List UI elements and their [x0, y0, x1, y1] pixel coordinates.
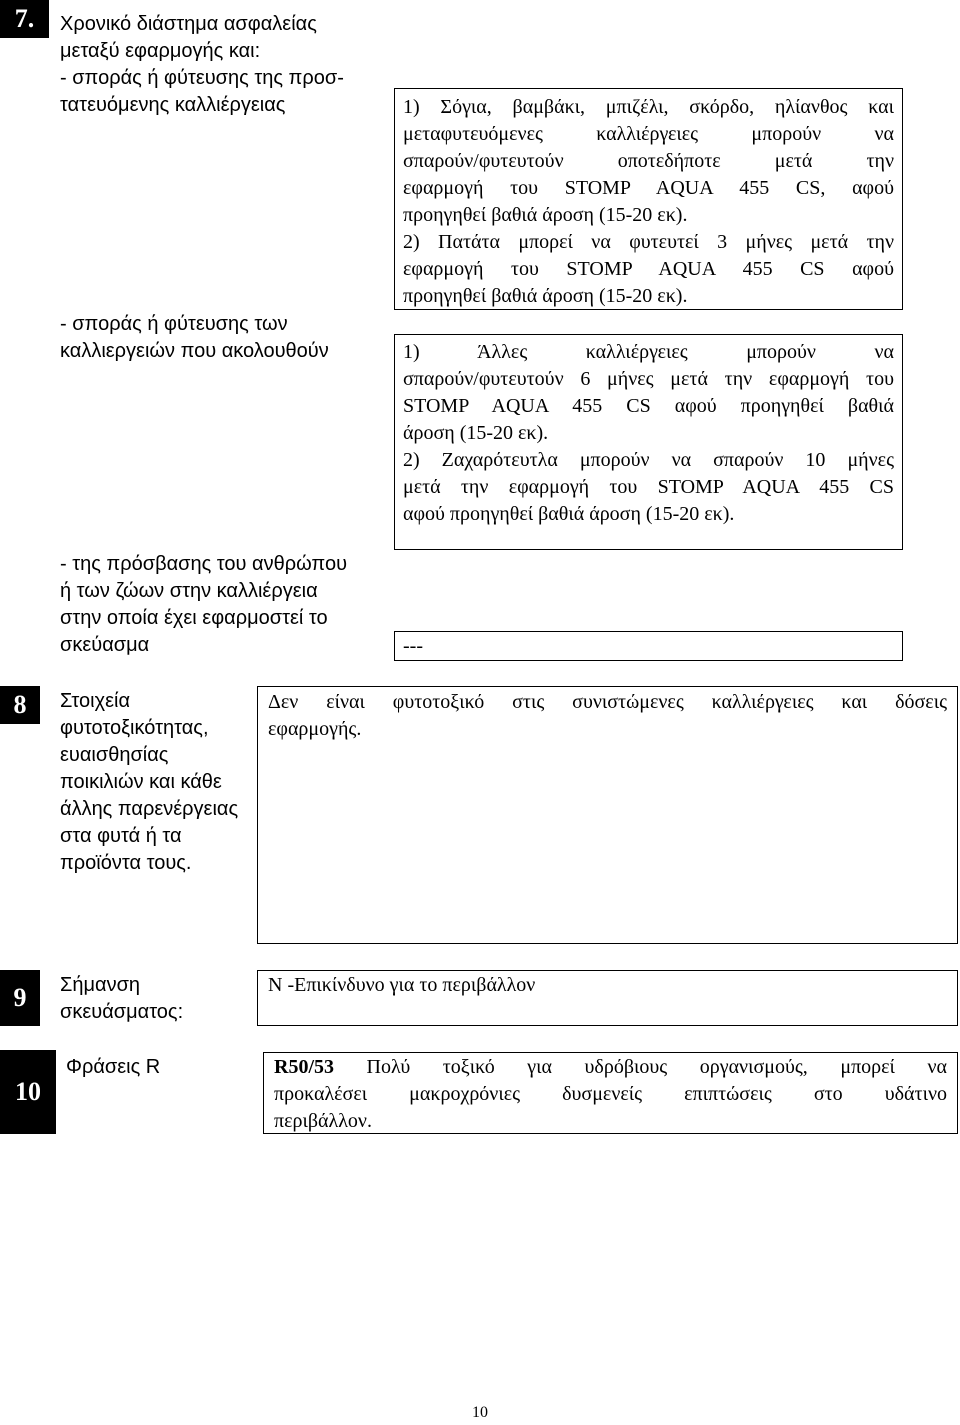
section-8-label — [60, 688, 255, 877]
label-line: Σήμανση — [60, 974, 141, 996]
box-line: 1) Άλλες καλλιέργειες μπορούν να — [403, 341, 894, 363]
box-line: προκαλέσει μακροχρόνιες δυσμενείς επιπτώσεις στο υδάτινο — [274, 1083, 947, 1105]
section-7-title — [60, 11, 390, 119]
box-line: 2) Πατάτα μπορεί να φυτευτεί 3 μήνες μετά την — [403, 231, 894, 253]
box-line: μεταφυτευόμενες καλλιέργειες μπορούν να — [403, 123, 894, 145]
section-7-access-label — [60, 551, 390, 659]
box-line: μετά την εφαρμογή του STOMP AQUA 455 CS — [403, 476, 894, 498]
box-labelling — [257, 970, 958, 1026]
label-line: ποικιλιών και κάθε — [60, 771, 222, 793]
label-line: σκεύασμα — [60, 634, 150, 656]
box-line — [274, 1054, 947, 1081]
box-line: αφού προηγηθεί βαθιά άροση (15-20 εκ). — [403, 503, 735, 525]
label-line: ευαισθησίας — [60, 744, 169, 766]
box-line: 2) Ζαχαρότευτλα μπορούν να σπαρούν 10 μήνες — [403, 449, 894, 471]
label-line: άλλης παρενέργειας — [60, 798, 239, 820]
box-line: εφαρμογή του STOMP AQUA 455 CS, αφού — [403, 177, 894, 199]
label-line: φυτοτοξικότητας, — [60, 717, 209, 739]
section-7-number: 7. — [0, 0, 49, 38]
section-8-number: 8 — [0, 686, 40, 724]
box-line: σπαρούν/φυτευτούν οποτεδήποτε μετά την — [403, 150, 894, 172]
box-line: 1) Σόγια, βαμβάκι, μπιζέλι, σκόρδο, ηλίανθος και — [403, 96, 894, 118]
box-phytotoxicity — [257, 686, 958, 944]
box-line: N -Επικίνδυνο για το περιβάλλον — [268, 974, 536, 996]
risk-phrase-code: R50/53 — [274, 1056, 334, 1078]
box-line: προηγηθεί βαθιά άροση (15-20 εκ). — [403, 204, 688, 226]
box-line: εφαρμογής. — [268, 718, 362, 740]
box-line: περιβάλλον. — [274, 1110, 372, 1132]
label-line: σκευάσματος: — [60, 1001, 184, 1023]
title-line: μεταξύ εφαρμογής και: — [60, 40, 261, 62]
box-line: προηγηθεί βαθιά άροση (15-20 εκ). — [403, 285, 688, 307]
label-line: προϊόντα τους. — [60, 852, 192, 874]
label-line: Στοιχεία — [60, 690, 131, 712]
section-10-number: 10 — [0, 1050, 56, 1134]
title-line: - σποράς ή φύτευσης της προσ- — [60, 67, 344, 89]
risk-phrase-text: Πολύ τοξικό για υδρόβιους οργανισμούς, μπορεί να — [366, 1056, 948, 1078]
label-line: ή των ζώων στην καλλιέργεια — [60, 580, 318, 602]
section-7-following-crops-label — [60, 311, 390, 365]
box-following-crops — [394, 334, 903, 550]
label-line: - σποράς ή φύτευσης των — [60, 313, 288, 335]
box-crops-sowing — [394, 88, 903, 310]
box-access — [394, 631, 903, 661]
box-line: --- — [403, 635, 423, 657]
label-line: καλλιεργειών που ακολουθούν — [60, 340, 329, 362]
box-line: εφαρμογή του STOMP AQUA 455 CS αφού — [403, 258, 894, 280]
box-line: σπαρούν/φυτευτούν 6 μήνες μετά την εφαρμογή του — [403, 368, 894, 390]
box-line: Δεν είναι φυτοτοξικό στις συνιστώμενες καλλιέργειες και δόσεις — [268, 691, 947, 713]
section-9-label — [60, 972, 255, 1026]
title-line: τατευόμενης καλλιέργειας — [60, 94, 286, 116]
section-10-label — [66, 1054, 256, 1081]
label-line: στην οποία έχει εφαρμοστεί το — [60, 607, 328, 629]
box-line: STOMP AQUA 455 CS αφού προηγηθεί βαθιά — [403, 395, 894, 417]
label-line: - της πρόσβασης του ανθρώπου — [60, 553, 348, 575]
label-line: στα φυτά ή τα — [60, 825, 182, 847]
page-number: 10 — [472, 1404, 488, 1421]
label-line: Φράσεις R — [66, 1056, 161, 1078]
title-line: Χρονικό διάστημα ασφαλείας — [60, 13, 317, 35]
section-9-number: 9 — [0, 970, 40, 1026]
box-line: άροση (15-20 εκ). — [403, 422, 549, 444]
box-risk-phrases — [263, 1052, 958, 1134]
